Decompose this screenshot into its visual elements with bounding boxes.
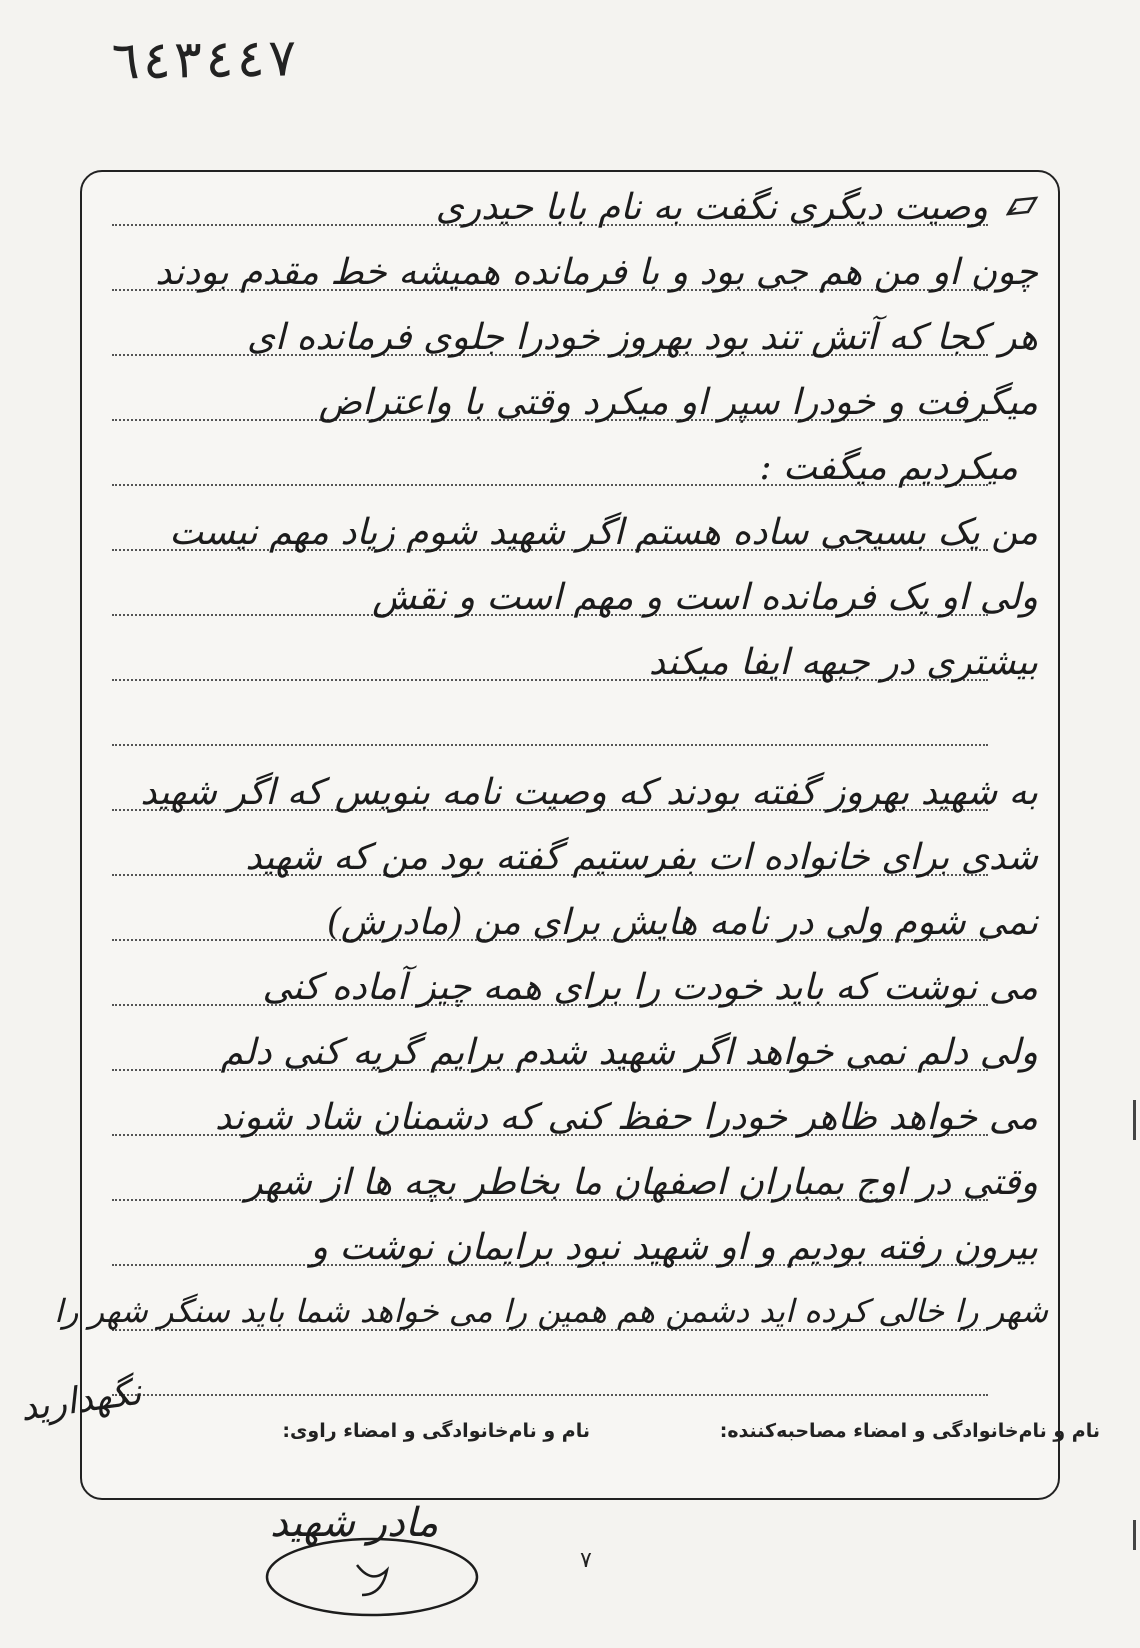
handwritten-line: وقتی در اوج بمباران اصفهان ما بخاطر بچه ها از شهر — [245, 1162, 1038, 1203]
handwritten-line: شهر را خالی کرده اید دشمن هم همین را می خواهد شما باید سنگر شهر را — [54, 1292, 1048, 1330]
handwritten-line: شدی برای خانواده ات بفرستیم گفته بود من که شهید — [245, 837, 1038, 878]
page-number: ۷ — [580, 1548, 592, 1573]
handwritten-line: من یک بسیجی ساده هستم اگر شهید شوم زیاد مهم نیست — [169, 512, 1038, 553]
handwritten-line: می نوشت که باید خودت را برای همه چیز آماده کنی — [262, 967, 1038, 1008]
handwritten-line: می خواهد ظاهر خودرا حفظ کنی که دشمنان شاد شوند — [215, 1097, 1038, 1138]
handwritten-line: به شهید بهروز گفته بودند که وصیت نامه بنویس که اگر شهید — [140, 772, 1038, 813]
scan-edge-mark — [1133, 1100, 1136, 1140]
ruled-line — [112, 744, 988, 746]
handwritten-line: میکردیم میگفت : — [759, 447, 1018, 488]
handwritten-line: ولی دلم نمی خواهد اگر شهید شدم برایم گریه کنی دلم — [220, 1032, 1038, 1073]
handwritten-line: بیرون رفته بودیم و او شهید نبود برایمان نوشت و — [310, 1227, 1038, 1268]
handwritten-line: بیشتری در جبهه ایفا میکند — [648, 642, 1038, 683]
handwritten-line: نمی شوم ولی در نامه هایش برای من (مادرش) — [326, 902, 1038, 943]
narrator-signature-label: نام و نام‌خانوادگی و امضاء راوی: — [282, 1420, 590, 1442]
form-frame — [54, 170, 1060, 1500]
ruled-line — [112, 1394, 988, 1396]
handwritten-line: میگرفت و خودرا سپر او میکرد وقتی با واعتراض — [318, 382, 1038, 423]
document-number: ٦٤٣٤٤٧ — [109, 28, 299, 92]
footer-labels — [140, 1420, 1100, 1450]
signature-ellipse-icon — [262, 1535, 482, 1620]
pen-icon — [1006, 194, 1040, 218]
handwritten-line: چون او من هم جی بود و با فرمانده همیشه خط مقدم بودند — [155, 252, 1038, 293]
signature-text: مادر شهید — [270, 1500, 439, 1546]
margin-note: نگهدارید — [17, 1371, 144, 1430]
title-line: وصیت دیگری نگفت به نام بابا حیدری — [435, 187, 988, 228]
handwritten-line: ولی او یک فرمانده است و مهم است و نقش — [372, 577, 1038, 618]
interviewer-signature-label: نام و نام‌خانوادگی و امضاء مصاحبه‌کننده: — [719, 1420, 1100, 1442]
scan-edge-mark — [1133, 1520, 1136, 1550]
handwritten-line: هر کجا که آتش تند بود بهروز خودرا جلوی فرمانده ای — [246, 317, 1038, 358]
